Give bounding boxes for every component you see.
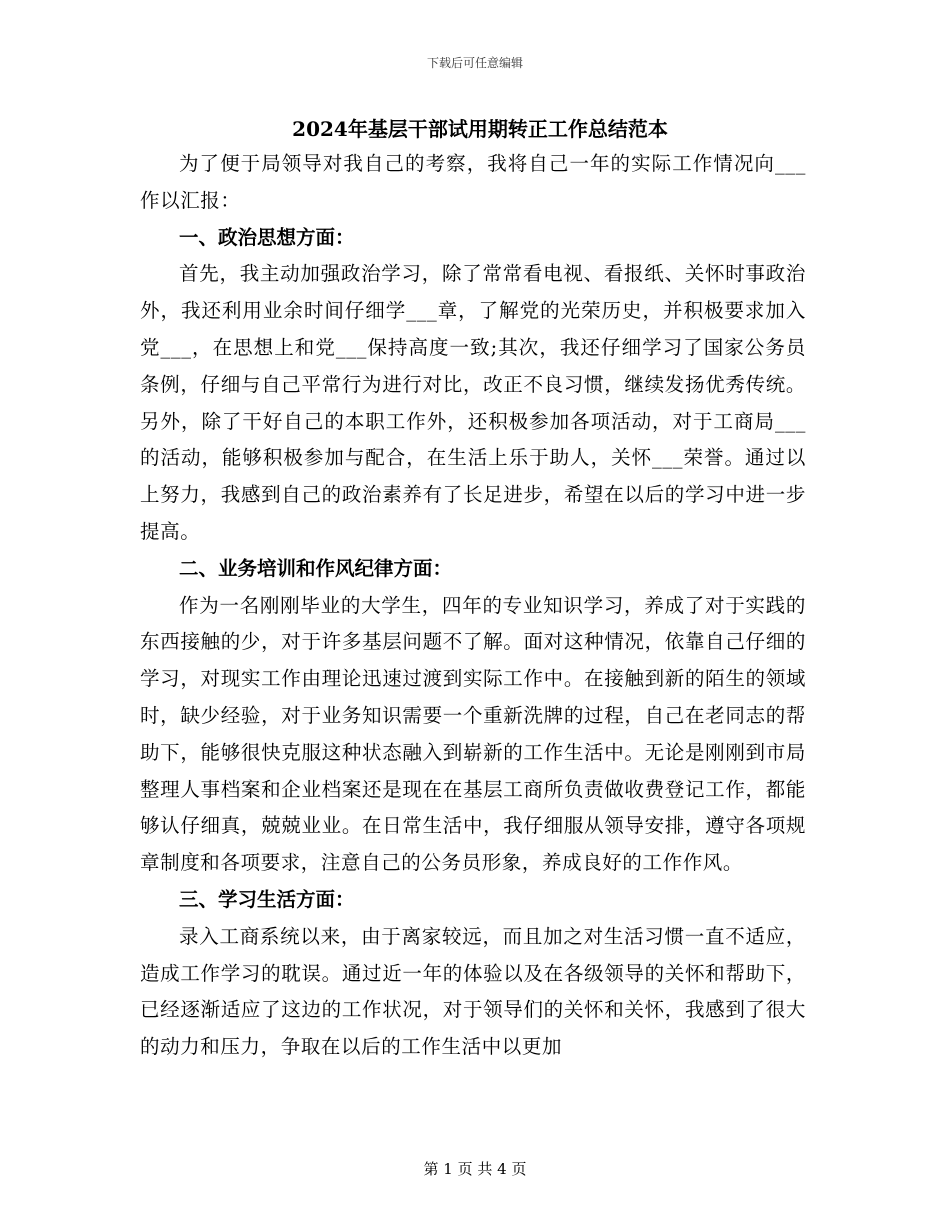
document-title: 2024年基层干部试用期转正工作总结范本 [292, 117, 668, 141]
section-heading-training: 二、业务培训和作风纪律方面： [179, 556, 453, 580]
section-heading-study-life: 三、学习生活方面： [179, 887, 355, 911]
section-paragraph-training: 作为一名刚刚毕业的大学生，四年的专业知识学习，养成了对于实践的东西接触的少，对于许多基层问题不了解。面对这种情况，依靠自己仔细的学习，对现实工作由理论迅速过渡到实际工作中。在接触到新的陌生的领域时，缺少经验，对于业务知识需要一个重新洗牌的过程，自己在老同志的帮助下，能够很快克服这种状态融入到崭新的工作生活中。无论是刚刚到市局整理人事档案和企业档案还是现在在基层工商所负责做收费登记工作，都能够认仔细真，兢兢业业。在日常生活中，我仔细服从领导安排，遵守各项规章制度和各项要求，注意自己的公务员形象，养成良好的工作作风。 [140, 593, 806, 875]
page-header-note: 下载后可任意编辑 [426, 56, 523, 70]
page-number-footer: 第 1 页 共 4 页 [423, 1160, 527, 1178]
document-body [140, 110, 806, 1066]
section-paragraph-study-life: 录入工商系统以来，由于离家较远，而且加之对生活习惯一直不适应，造成工作学习的耽误。通过近一年的体验以及在各级领导的关怀和帮助下，已经逐渐适应了这边的工作状况，对于领导们的关怀和关怀，我感到了很大的动力和压力，争取在以后的工作生活中以更加 [140, 924, 806, 1059]
section-heading-political: 一、政治思想方面： [179, 225, 355, 249]
intro-paragraph: 为了便于局领导对我自己的考察，我将自己一年的实际工作情况向___作以汇报： [140, 152, 806, 212]
section-paragraph-political: 首先，我主动加强政治学习，除了常常看电视、看报纸、关怀时事政治外，我还利用业余时间仔细学___章，了解党的光荣历史，并积极要求加入党___，在思想上和党___保持高度一致;其次，我还仔细学习了国家公务员条例，仔细与自己平常行为进行对比，改正不良习惯，继续发扬优秀传统。另外，除了干好自己的本职工作外，还积极参加各项活动，对于工商局___的活动，能够积极参加与配合，在生活上乐于助人，关怀___荣誉。通过以上努力，我感到自己的政治素养有了长足进步，希望在以后的学习中进一步提高。 [140, 262, 806, 543]
